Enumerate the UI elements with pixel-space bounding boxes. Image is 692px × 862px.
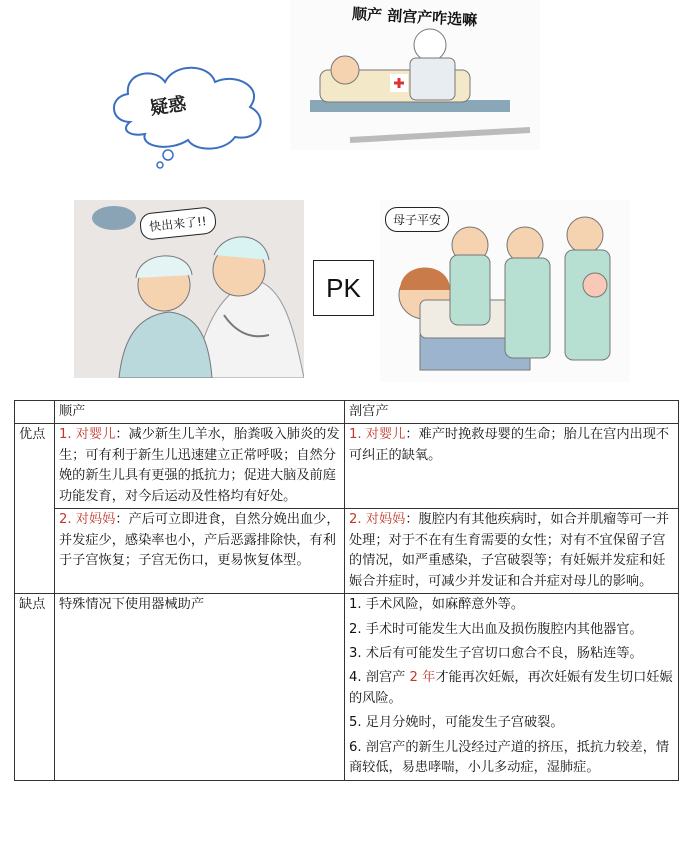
cesarean-mom-label: 2. 对妈妈 [349,512,406,528]
natural-disadvantage: 特殊情况下使用器械助产 [55,594,345,781]
disadvantages-label: 缺点 [15,594,55,781]
thought-cloud-illustration [100,52,280,172]
cesarean-baby-advantage [345,424,679,509]
cesarean-baby-text: ：难产时挽救母婴的生命；胎儿在宫内出现不可纠正的缺氧。 [349,427,670,463]
natural-baby-text: ：减少新生儿羊水，胎粪吸入肺炎的发生；可有利于新生儿迅速建立正常呼吸；自然分娩的新生儿具有更强的抵抗力；促进大脑及前庭功能发育，对今后运动及性格均有好处。 [59,427,340,504]
list-item: 6. 剖宫产的新生儿没经过产道的挤压，抵抗力较差，情商较低，易患哮喘，小儿多动症，湿肺症。 [349,739,670,776]
natural-mom-advantage [55,509,345,594]
natural-mom-text: ：产后可立即进食，自然分娩出血少，并发症少，感染率也小，产后恶露排除快，有利于子宫恢复；子宫无伤口，更易恢复体型。 [59,512,340,569]
header-natural-birth: 顺产 [55,401,345,424]
advantages-label: 优点 [15,424,55,594]
speech-bubble-right: 母子平安 [385,207,449,232]
cloud-text: 疑惑 [148,93,188,120]
list-item: 5. 足月分娩时，可能发生子宫破裂。 [349,715,564,731]
header-cesarean: 剖宫产 [345,401,679,424]
table-row [15,509,679,594]
natural-baby-label: 1. 对婴儿 [59,427,116,443]
comparison-table [14,400,679,781]
item4-pre: 4. 剖宫产 [349,670,410,686]
cesarean-baby-label: 1. 对婴儿 [349,427,406,443]
list-item: 2. 手术时可能发生大出血及损伤腹腔内其他器官。 [349,621,643,637]
natural-mom-label: 2. 对妈妈 [59,512,116,528]
cartoon-title: 顺产 剖宫产咋选嘛 [351,4,478,30]
cesarean-disadvantages [345,594,679,781]
corner-cell [15,401,55,424]
list-item: 3. 术后有可能发生子宫切口愈合不良，肠粘连等。 [349,645,643,661]
cesarean-mom-text: ：腹腔内有其他疾病时，如合并肌瘤等可一并处理；对于不在有生育需要的女性；对有不宜保留子宫的情况，如严重感染，子宫破裂等；有妊娠并发症和妊娠合并症时，可减少并发证和合并症对母儿的影响。 [349,512,670,589]
speech-bubble-left: 快出来了!! [139,206,217,241]
list-item: 1. 手术风险，如麻醉意外等。 [349,597,525,613]
table-row [15,424,679,509]
list-item [349,668,674,709]
item4-highlight: 2 年 [409,670,436,686]
table-row [15,594,679,781]
pk-label: PK [313,260,374,316]
item4-post: 才能再次妊娠，再次妊娠有发生切口妊娠的风险。 [349,670,673,706]
natural-baby-advantage [55,424,345,509]
table-header-row [15,401,679,424]
cesarean-mom-advantage [345,509,679,594]
